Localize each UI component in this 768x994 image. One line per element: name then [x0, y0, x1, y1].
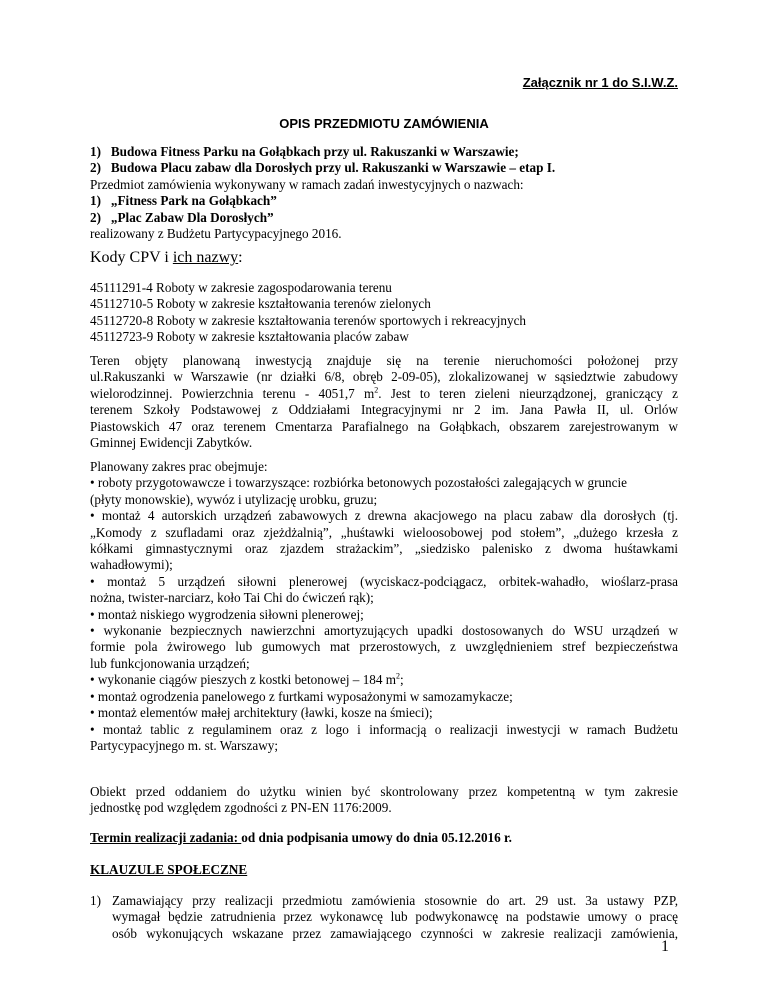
site-line: Teren objęty planowaną inwestycją znajduje się na terenie nieruchomości położonej przy [90, 353, 678, 368]
deadline-value: od dnia podpisania umowy do dnia 05.12.2016 r. [241, 830, 512, 845]
scope-line: • montaż 5 urządzeń siłowni plenerowej (wyciskacz-podciągacz, orbitek-wahadło, wioślarz-prasa [90, 573, 678, 589]
paving-unit-sup: 2 [396, 671, 401, 681]
investment-name-1: 1) „Fitness Park na Gołąbkach” [90, 193, 277, 209]
site-line: terenem Szkoły Podstawowej z Oddziałami Integracyjnymi nr 2 im. Jana Pawła II, ul. Orlów [90, 402, 678, 418]
scope-line: „Komody z szufladami oraz zjeżdżalnią”, „huśtawki wieloosobowej pod stołem”, „dużego krzesła z [90, 524, 678, 540]
scope-line: lub funkcjonowania urządzeń; [90, 655, 250, 671]
scope-line: • wykonanie bezpiecznych nawierzchni amortyzujących upadki dostosowanych do WSU urządzeń w [90, 623, 678, 639]
scope-line: • montaż 4 autorskich urządzeń zabawowych z drewna akacjowego na placu zabaw dla dorosłych (tj. [90, 508, 678, 524]
scope-line: • montaż elementów małej architektury (ławki, kosze na śmieci); [90, 705, 433, 721]
site-line: ul.Rakuszanki w Warszawie (nr działki 6/8, obręb 2-09-05), zlokalizowanej w sąsiedztwie zabudowy [90, 369, 678, 385]
site-description [90, 353, 678, 451]
scope-line: Partycypacyjnego m. st. Warszawy; [90, 737, 279, 753]
scope-line [90, 672, 678, 688]
cpv-code-item: 45112710-5 Roboty w zakresie kształtowania terenów zielonych [90, 296, 431, 312]
annex-label: Załącznik nr 1 do S.I.W.Z. [522, 75, 678, 90]
page-title: OPIS PRZEDMIOTU ZAMÓWIENIA [279, 116, 489, 131]
site-area-text-after: . Jest to teren zieleni nieurządzonej, graniczący z [378, 385, 678, 401]
site-line: Gminnej Ewidencji Zabytków. [90, 435, 253, 451]
scope-line: • montaż niskiego wygrodzenia siłowni plenerowej; [90, 606, 364, 622]
scope-line: kółkami gimnastycznymi oraz zjazdem strażackim”, „siedzisko palenisko z dwoma huśtawkami [90, 541, 678, 557]
cpv-heading [90, 248, 678, 268]
social-clause-line: wymagał będzie zatrudnienia przez wykonawcę lub podwykonawcę na podstawie umowy o pracę [112, 909, 678, 925]
scope-line: nożna, twister-narciarz, koło Tai Chi do ćwiczeń rąk); [90, 590, 374, 606]
cpv-code-item: 45111291-4 Roboty w zakresie zagospodarowania terenu [90, 280, 392, 295]
scope-line: wahadłowymi); [90, 557, 173, 573]
site-area-unit-sup: 2 [374, 385, 379, 395]
intro-section [90, 144, 678, 242]
inspection-line: Obiekt przed oddaniem do użytku winien być skontrolowany przez kompetentną w tym zakresie [90, 784, 678, 799]
paving-text: • wykonanie ciągów pieszych z kostki betonowej – 184 m [90, 672, 397, 688]
inspection-line: jednostkę pod względem zgodności z PN-EN 1176:2009. [90, 800, 392, 816]
social-clause-number: 1) [90, 893, 101, 908]
scope-line: • montaż tablic z regulaminem oraz z logo i informacją o realizacji inwestycji w ramach Budżetu [90, 721, 678, 737]
task-item-2: 2) Budowa Placu zabaw dla Dorosłych przy ul. Rakuszanki w Warszawie – etap I. [90, 160, 556, 176]
deadline-label: Termin realizacji zadania: [90, 830, 242, 845]
cpv-heading-prefix: Kody CPV i [90, 249, 173, 266]
cpv-heading-suffix: : [238, 249, 243, 266]
deadline-line [90, 830, 678, 846]
social-clause-text [112, 893, 678, 942]
social-clause-line: osób wykonujących wskazane przez zamawiającego czynności w zakresie realizacji zamówienia, [112, 925, 678, 941]
social-clause-line: Zamawiający przy realizacji przedmiotu zamówienia stosownie do art. 29 ust. 3a ustawy PZP, [112, 893, 678, 908]
cpv-code-list [90, 280, 678, 346]
site-line [90, 386, 678, 402]
cpv-code-item: 45112720-8 Roboty w zakresie kształtowania terenów sportowych i rekreacyjnych [90, 312, 527, 328]
scope-section [90, 459, 678, 754]
subject-line: Przedmiot zamówienia wykonywany w ramach zadań inwestycyjnych o nazwach: [90, 176, 524, 192]
scope-line: formie pola żwirowego lub gumowych mat przerostowych, z uwzględnieniem stref bezpieczeństwa [90, 639, 678, 655]
cpv-code-item: 45112723-9 Roboty w zakresie kształtowania placów zabaw [90, 329, 409, 345]
scope-heading: Planowany zakres prac obejmuje: [90, 459, 268, 474]
cpv-heading-underlined: ich nazwy [172, 249, 239, 266]
scope-line: • montaż ogrodzenia panelowego z furtkami wyposażonymi w samozamykacze; [90, 688, 513, 704]
budget-line: realizowany z Budżetu Partycypacyjnego 2016. [90, 226, 342, 242]
scope-line: • roboty przygotowawcze i towarzyszące: rozbiórka betonowych pozostałości zalegających w gruncie [90, 475, 628, 491]
page-number: 1 [661, 938, 669, 955]
investment-name-2: 2) „Plac Zabaw Dla Dorosłych” [90, 209, 274, 225]
task-item-1: 1) Budowa Fitness Parku na Gołąbkach przy ul. Rakuszanki w Warszawie; [90, 144, 519, 159]
inspection-section [90, 784, 678, 817]
site-area-text: wielorodzinnej. Powierzchnia terenu - 4051,7 m [90, 385, 375, 401]
site-line: Piastowskich 47 oraz terenem Cmentarza Parafialnego na Gołąbkach, obszarem zarejestrowanym w [90, 418, 678, 434]
scope-line: (płyty monowskie), wywóz i utylizację urobku, gruzu; [90, 491, 378, 507]
paving-text-after: ; [400, 672, 404, 688]
social-clauses-heading: KLAUZULE SPOŁECZNE [90, 862, 248, 877]
